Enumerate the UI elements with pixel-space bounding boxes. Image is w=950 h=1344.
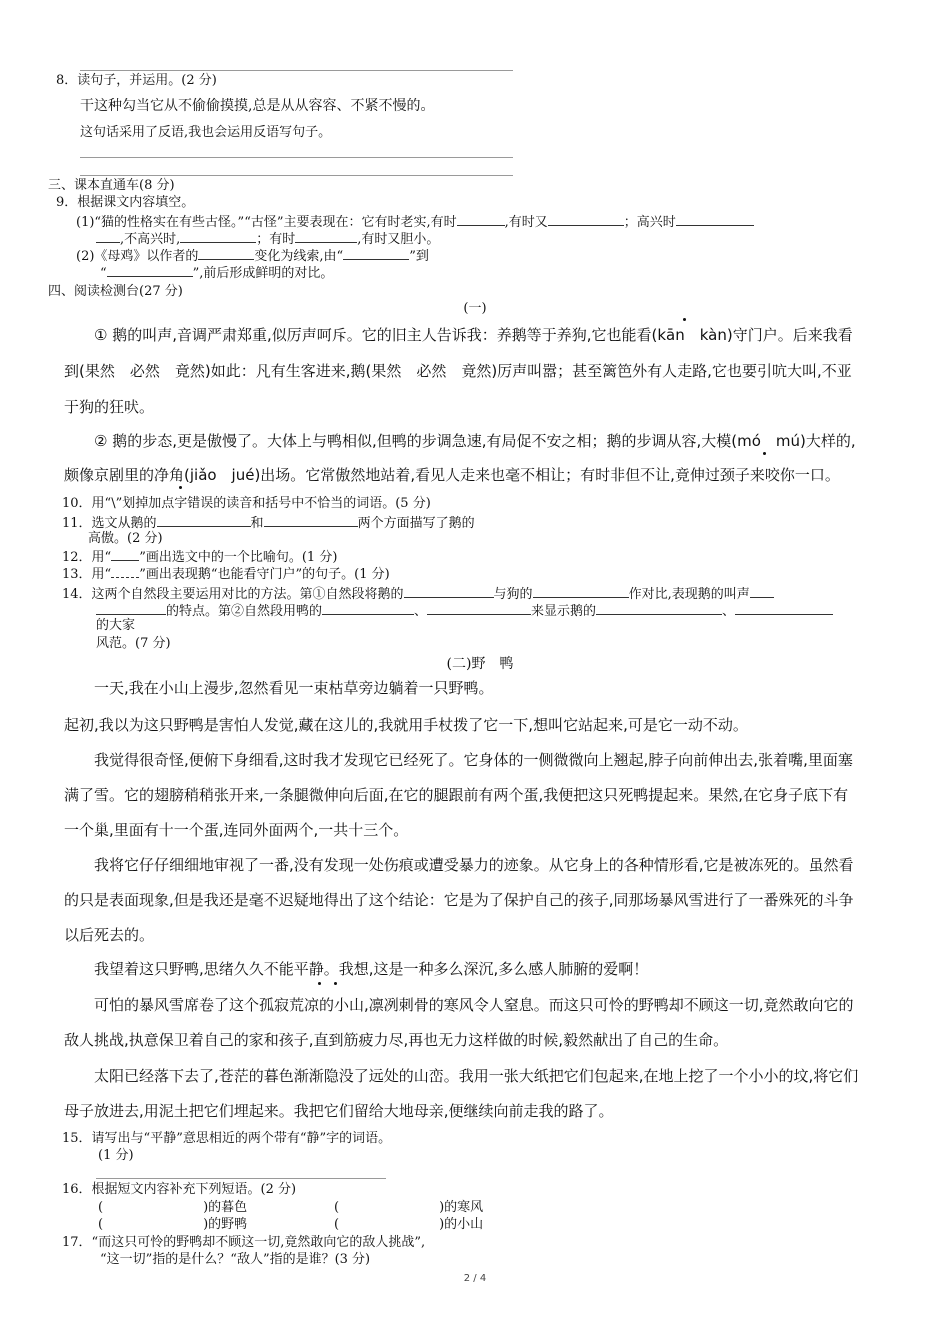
passage2-line: 母子放进去,用泥土把它们埋起来。我把它们留给大地母亲,便继续向前走我的路了。 bbox=[64, 1102, 614, 1120]
q17-line1: 17．“而这只可怜的野鸭却不顾这一切,竟然敢向它的敌人挑战”, bbox=[62, 1235, 426, 1250]
emphasis-dot bbox=[179, 486, 182, 489]
q15-line2: (1 分) bbox=[98, 1148, 134, 1163]
emphasis-dot bbox=[334, 982, 337, 985]
page-number: 2 / 4 bbox=[463, 1273, 487, 1284]
blank[interactable] bbox=[107, 262, 193, 277]
q15-line1: 15．请写出与“平静”意思相近的两个带有“静”字的词语。 bbox=[62, 1131, 392, 1146]
emphasis-dot bbox=[318, 982, 321, 985]
blank[interactable] bbox=[596, 600, 722, 615]
passage2-line: 敌人挑战,执意保卫着自己的家和孩子,直到筋疲力尽,再也无力这样做的时候,毅然献出了自己的生命。 bbox=[64, 1031, 729, 1049]
passage2-line: 满了雪。它的翅膀稍稍张开来,一条腿微伸向后面,在它的腿跟前有两个蛋,我便把这只死鸭提起来。果然,在它身子底下有 bbox=[64, 786, 849, 804]
blank[interactable] bbox=[404, 583, 494, 598]
passage2-line: 我觉得很奇怪,便俯下身细看,这时我才发现它已经死了。它身体的一侧微微向上翘起,脖子向前伸出去,张着嘴,里面塞 bbox=[94, 751, 853, 769]
q11-line2: 高傲。(2 分) bbox=[88, 531, 163, 546]
q16-item: ( )的野鸭 bbox=[98, 1217, 248, 1232]
blank[interactable] bbox=[96, 600, 166, 615]
passage1-p1-line3: 于狗的狂吠。 bbox=[64, 398, 155, 416]
q9-2-line1: (2)《母鸡》以作者的 变化为线索,由“ ”到 bbox=[76, 245, 429, 265]
blank[interactable] bbox=[157, 512, 251, 527]
q12: 12．用“ ”画出选文中的一个比喻句。(1 分) bbox=[62, 550, 338, 565]
wavy-line-mark bbox=[111, 565, 139, 578]
blank[interactable] bbox=[180, 228, 256, 243]
blank[interactable] bbox=[264, 512, 358, 527]
blank[interactable] bbox=[735, 600, 833, 615]
passage2-line: 可怕的暴风雪席卷了这个孤寂荒凉的小山,凛冽刺骨的寒风令人窒息。而这只可怜的野鸭却不顾这一切,竟然敢向它的 bbox=[94, 996, 854, 1014]
passage1-p1-line2: 到(果然 必然 竟然)如此：凡有生客进来,鹅(果然 必然 竟然)厉声叫嚣；甚至篱笆外有人走路,它也要引吭大叫,不亚 bbox=[64, 362, 852, 380]
q8-task: 这句话采用了反语,我也会运用反语写句子。 bbox=[80, 125, 332, 140]
q14-line4: 风范。(7 分) bbox=[96, 636, 171, 651]
blank[interactable] bbox=[427, 600, 531, 615]
section3-title: 三、课本直通车(8 分) bbox=[48, 178, 175, 193]
q10: 10．用“\”划掉加点字错误的读音和括号中不恰当的词语。(5 分) bbox=[62, 496, 431, 511]
answer-line[interactable] bbox=[80, 175, 513, 176]
q14-line2: 的特点。第②自然段用鸭的 、 来显示鹅的 、 bbox=[96, 600, 833, 620]
q9-title: 9．根据课文内容填空。 bbox=[56, 195, 195, 210]
q16-item: ( )的寒风 bbox=[334, 1200, 484, 1215]
passage2-line: 我将它仔仔细细地审视了一番,没有发现一处伤痕或遭受暴力的迹象。从它身上的各种情形看,它是被冻死的。虽然看 bbox=[94, 856, 854, 874]
q9-2-line2: “ ”,前后形成鲜明的对比。 bbox=[100, 262, 333, 282]
emphasis-dot bbox=[683, 318, 686, 321]
blank[interactable] bbox=[676, 211, 754, 226]
answer-line[interactable] bbox=[96, 1178, 386, 1179]
passage2-line: 的只是表面现象,但是我还是毫不迟疑地得出了这个结论：它是为了保护自己的孩子,同那场暴风雪进行了一番殊死的斗争 bbox=[64, 891, 854, 909]
passage1-heading: (一) bbox=[463, 301, 487, 316]
blank[interactable] bbox=[295, 228, 357, 243]
q9-1-line2: ,不高兴时, ；有时 ,有时又胆小。 bbox=[96, 228, 439, 248]
q16: 16．根据短文内容补充下列短语。(2 分) bbox=[62, 1182, 297, 1197]
q8-title: 8．读句子，并运用。(2 分) bbox=[56, 73, 217, 88]
passage2-line: 太阳已经落下去了,苍茫的暮色渐渐隐没了远处的山峦。我用一张大纸把它们包起来,在地上挖了一个小小的坟,将它们 bbox=[94, 1067, 859, 1085]
answer-line bbox=[80, 70, 513, 71]
passage2-line: 一天,我在小山上漫步,忽然看见一束枯草旁边躺着一只野鸭。 bbox=[94, 679, 494, 697]
q9-1-line1: (1)“猫的性格实在有些古怪。”“古怪”主要表现在：它有时老实,有时 ,有时又 ；高兴时 bbox=[76, 211, 754, 231]
q14-line3: 的大家 bbox=[96, 618, 136, 633]
q17-line2: “这一切”指的是什么？“敌人”指的是谁？(3 分) bbox=[100, 1252, 371, 1267]
blank[interactable] bbox=[322, 600, 414, 615]
blank[interactable] bbox=[96, 228, 120, 243]
straight-line-mark bbox=[111, 548, 139, 561]
q16-item: ( )的小山 bbox=[334, 1217, 484, 1232]
passage2-line: 一个巢,里面有十一个蛋,连同外面两个,一共十三个。 bbox=[64, 821, 409, 839]
blank[interactable] bbox=[343, 245, 409, 260]
passage2-line: 我望着这只野鸭,思绪久久不能平静。我想,这是一种多么深沉,多么感人肺腑的爱啊！ bbox=[94, 960, 649, 978]
answer-line[interactable] bbox=[80, 157, 513, 158]
q11-line1: 11．选文从鹅的 和 两个方面描写了鹅的 bbox=[62, 512, 475, 532]
blank[interactable] bbox=[750, 583, 774, 598]
passage1-p1-line1: ① 鹅的叫声,音调严肃郑重,似厉声呵斥。它的旧主人告诉我：养鹅等于养狗,它也能看(kān kàn)守门户。后来我看 bbox=[94, 326, 853, 344]
blank[interactable] bbox=[198, 245, 254, 260]
passage2-heading: (二)野 鸭 bbox=[446, 656, 514, 672]
blank[interactable] bbox=[533, 583, 629, 598]
q13: 13．用“ ”画出表现鹅“也能看守门户”的句子。(1 分) bbox=[62, 567, 390, 582]
passage1-p2-line1: ② 鹅的步态,更是傲慢了。大体上与鸭相似,但鸭的步调急速,有局促不安之相；鹅的步调从容,大模(mó mú)大样的, bbox=[94, 432, 856, 450]
passage1-p2-line2: 颇像京剧里的净角(jiǎo jué)出场。它常傲然地站着,看见人走来也毫不相让；有时非但不让,竟伸过颈子来咬你一口。 bbox=[64, 466, 840, 484]
blank[interactable] bbox=[548, 211, 624, 226]
section4-title: 四、阅读检测台(27 分) bbox=[48, 284, 183, 299]
q14-line1: 14．这两个自然段主要运用对比的方法。第①自然段将鹅的 与狗的 作对比,表现鹅的叫声 bbox=[62, 583, 774, 603]
emphasis-dot bbox=[763, 452, 766, 455]
passage2-line: 起初,我以为这只野鸭是害怕人发觉,藏在这儿的,我就用手杖拨了它一下,想叫它站起来,可是它一动不动。 bbox=[64, 716, 748, 734]
q8-sentence: 干这种勾当它从不偷偷摸摸,总是从从容容、不紧不慢的。 bbox=[80, 98, 435, 114]
passage2-line: 以后死去的。 bbox=[64, 926, 155, 944]
q16-item: ( )的暮色 bbox=[98, 1200, 248, 1215]
blank[interactable] bbox=[457, 211, 505, 226]
